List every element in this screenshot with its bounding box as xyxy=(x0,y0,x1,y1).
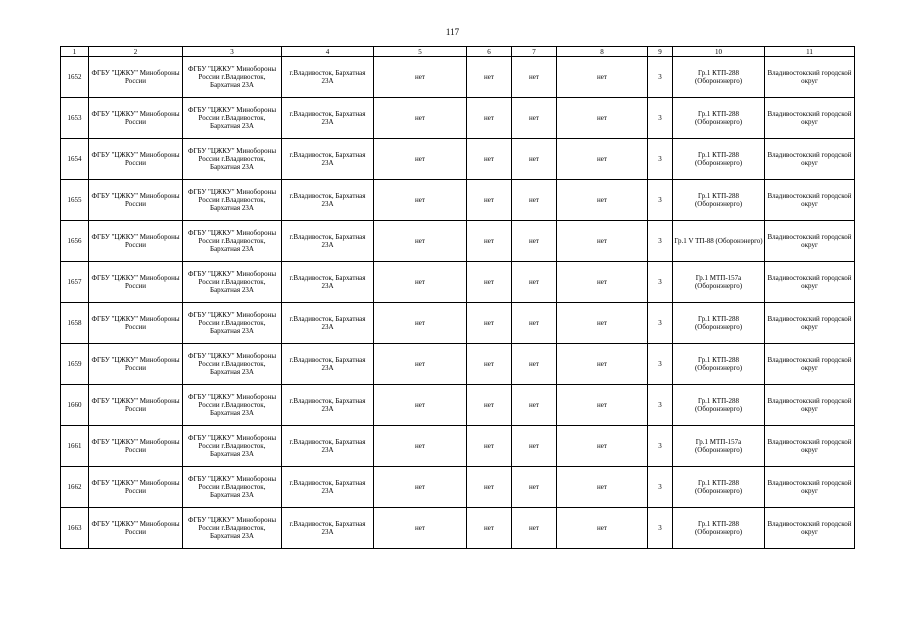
column-9-cell: 3 xyxy=(648,385,673,426)
address-cell: г.Владивосток, Бархатная 23А xyxy=(282,180,374,221)
row-number-cell: 1662 xyxy=(61,467,89,508)
column-header: 7 xyxy=(512,47,557,57)
column-header: 4 xyxy=(282,47,374,57)
table-row xyxy=(61,221,855,262)
column-7-cell: нет xyxy=(512,508,557,549)
table-row xyxy=(61,139,855,180)
organization-cell: ФГБУ "ЦЖКУ" Минобороны России xyxy=(89,303,183,344)
column-9-cell: 3 xyxy=(648,57,673,98)
power-source-cell: Гр.1 КТП-288 (Оборонэнерго) xyxy=(673,344,765,385)
address-cell: г.Владивосток, Бархатная 23А xyxy=(282,344,374,385)
column-header: 1 xyxy=(61,47,89,57)
district-cell: Владивостокский городской округ xyxy=(765,508,855,549)
owner-cell: ФГБУ "ЦЖКУ" Минобороны России г.Владивосток, Бархатная 23А xyxy=(183,467,282,508)
column-6-cell: нет xyxy=(467,426,512,467)
column-6-cell: нет xyxy=(467,385,512,426)
address-cell: г.Владивосток, Бархатная 23А xyxy=(282,57,374,98)
organization-cell: ФГБУ "ЦЖКУ" Минобороны России xyxy=(89,180,183,221)
column-7-cell: нет xyxy=(512,221,557,262)
organization-cell: ФГБУ "ЦЖКУ" Минобороны России xyxy=(89,508,183,549)
district-cell: Владивостокский городской округ xyxy=(765,180,855,221)
column-5-cell: нет xyxy=(374,344,467,385)
column-header: 2 xyxy=(89,47,183,57)
column-5-cell: нет xyxy=(374,221,467,262)
column-8-cell: нет xyxy=(557,344,648,385)
page-number: 117 xyxy=(445,27,460,37)
owner-cell: ФГБУ "ЦЖКУ" Минобороны России г.Владивосток, Бархатная 23А xyxy=(183,344,282,385)
district-cell: Владивостокский городской округ xyxy=(765,344,855,385)
owner-cell: ФГБУ "ЦЖКУ" Минобороны России г.Владивосток, Бархатная 23А xyxy=(183,221,282,262)
column-9-cell: 3 xyxy=(648,262,673,303)
column-7-cell: нет xyxy=(512,426,557,467)
address-cell: г.Владивосток, Бархатная 23А xyxy=(282,98,374,139)
column-5-cell: нет xyxy=(374,426,467,467)
column-8-cell: нет xyxy=(557,303,648,344)
row-number-cell: 1661 xyxy=(61,426,89,467)
column-5-cell: нет xyxy=(374,57,467,98)
organization-cell: ФГБУ "ЦЖКУ" Минобороны России xyxy=(89,221,183,262)
column-9-cell: 3 xyxy=(648,98,673,139)
column-9-cell: 3 xyxy=(648,139,673,180)
table-row xyxy=(61,262,855,303)
column-6-cell: нет xyxy=(467,57,512,98)
owner-cell: ФГБУ "ЦЖКУ" Минобороны России г.Владивосток, Бархатная 23А xyxy=(183,385,282,426)
column-5-cell: нет xyxy=(374,98,467,139)
address-cell: г.Владивосток, Бархатная 23А xyxy=(282,385,374,426)
table-row xyxy=(61,508,855,549)
table-row xyxy=(61,303,855,344)
column-8-cell: нет xyxy=(557,385,648,426)
organization-cell: ФГБУ "ЦЖКУ" Минобороны России xyxy=(89,139,183,180)
organization-cell: ФГБУ "ЦЖКУ" Минобороны России xyxy=(89,262,183,303)
row-number-cell: 1657 xyxy=(61,262,89,303)
district-cell: Владивостокский городской округ xyxy=(765,139,855,180)
column-8-cell: нет xyxy=(557,57,648,98)
owner-cell: ФГБУ "ЦЖКУ" Минобороны России г.Владивосток, Бархатная 23А xyxy=(183,262,282,303)
column-6-cell: нет xyxy=(467,303,512,344)
district-cell: Владивостокский городской округ xyxy=(765,303,855,344)
table-body xyxy=(61,57,855,549)
column-6-cell: нет xyxy=(467,467,512,508)
row-number-cell: 1658 xyxy=(61,303,89,344)
column-7-cell: нет xyxy=(512,303,557,344)
column-8-cell: нет xyxy=(557,426,648,467)
organization-cell: ФГБУ "ЦЖКУ" Минобороны России xyxy=(89,426,183,467)
column-5-cell: нет xyxy=(374,508,467,549)
owner-cell: ФГБУ "ЦЖКУ" Минобороны России г.Владивосток, Бархатная 23А xyxy=(183,426,282,467)
column-7-cell: нет xyxy=(512,180,557,221)
row-number-cell: 1652 xyxy=(61,57,89,98)
power-source-cell: Гр.1 КТП-288 (Оборонэнерго) xyxy=(673,180,765,221)
column-6-cell: нет xyxy=(467,180,512,221)
column-6-cell: нет xyxy=(467,508,512,549)
row-number-cell: 1654 xyxy=(61,139,89,180)
column-5-cell: нет xyxy=(374,139,467,180)
column-header: 9 xyxy=(648,47,673,57)
address-cell: г.Владивосток, Бархатная 23А xyxy=(282,303,374,344)
power-source-cell: Гр.1 КТП-288 (Оборонэнерго) xyxy=(673,303,765,344)
column-9-cell: 3 xyxy=(648,221,673,262)
district-cell: Владивостокский городской округ xyxy=(765,467,855,508)
column-6-cell: нет xyxy=(467,98,512,139)
address-cell: г.Владивосток, Бархатная 23А xyxy=(282,426,374,467)
owner-cell: ФГБУ "ЦЖКУ" Минобороны России г.Владивосток, Бархатная 23А xyxy=(183,303,282,344)
power-source-cell: Гр.1 КТП-288 (Оборонэнерго) xyxy=(673,98,765,139)
column-7-cell: нет xyxy=(512,262,557,303)
row-number-cell: 1656 xyxy=(61,221,89,262)
column-header: 6 xyxy=(467,47,512,57)
column-7-cell: нет xyxy=(512,385,557,426)
power-source-cell: Гр.1 МТП-157а (Оборонэнерго) xyxy=(673,262,765,303)
owner-cell: ФГБУ "ЦЖКУ" Минобороны России г.Владивосток, Бархатная 23А xyxy=(183,98,282,139)
row-number-cell: 1660 xyxy=(61,385,89,426)
address-cell: г.Владивосток, Бархатная 23А xyxy=(282,467,374,508)
column-6-cell: нет xyxy=(467,262,512,303)
table-row xyxy=(61,385,855,426)
column-8-cell: нет xyxy=(557,180,648,221)
column-9-cell: 3 xyxy=(648,467,673,508)
column-5-cell: нет xyxy=(374,467,467,508)
column-header: 8 xyxy=(557,47,648,57)
power-source-cell: Гр.1 КТП-288 (Оборонэнерго) xyxy=(673,57,765,98)
district-cell: Владивостокский городской округ xyxy=(765,98,855,139)
column-8-cell: нет xyxy=(557,221,648,262)
table-row xyxy=(61,57,855,98)
organization-cell: ФГБУ "ЦЖКУ" Минобороны России xyxy=(89,467,183,508)
district-cell: Владивостокский городской округ xyxy=(765,262,855,303)
district-cell: Владивостокский городской округ xyxy=(765,426,855,467)
column-8-cell: нет xyxy=(557,467,648,508)
organization-cell: ФГБУ "ЦЖКУ" Минобороны России xyxy=(89,57,183,98)
district-cell: Владивостокский городской округ xyxy=(765,385,855,426)
organization-cell: ФГБУ "ЦЖКУ" Минобороны России xyxy=(89,344,183,385)
column-7-cell: нет xyxy=(512,467,557,508)
registry-table xyxy=(60,46,855,549)
owner-cell: ФГБУ "ЦЖКУ" Минобороны России г.Владивосток, Бархатная 23А xyxy=(183,180,282,221)
column-9-cell: 3 xyxy=(648,303,673,344)
organization-cell: ФГБУ "ЦЖКУ" Минобороны России xyxy=(89,385,183,426)
district-cell: Владивостокский городской округ xyxy=(765,221,855,262)
column-9-cell: 3 xyxy=(648,180,673,221)
column-7-cell: нет xyxy=(512,57,557,98)
owner-cell: ФГБУ "ЦЖКУ" Минобороны России г.Владивосток, Бархатная 23А xyxy=(183,508,282,549)
column-9-cell: 3 xyxy=(648,508,673,549)
organization-cell: ФГБУ "ЦЖКУ" Минобороны России xyxy=(89,98,183,139)
row-number-cell: 1653 xyxy=(61,98,89,139)
column-5-cell: нет xyxy=(374,180,467,221)
column-7-cell: нет xyxy=(512,139,557,180)
column-6-cell: нет xyxy=(467,221,512,262)
address-cell: г.Владивосток, Бархатная 23А xyxy=(282,508,374,549)
table-header-row xyxy=(61,47,855,57)
column-5-cell: нет xyxy=(374,303,467,344)
table-row xyxy=(61,344,855,385)
column-8-cell: нет xyxy=(557,98,648,139)
column-header: 5 xyxy=(374,47,467,57)
address-cell: г.Владивосток, Бархатная 23А xyxy=(282,221,374,262)
row-number-cell: 1663 xyxy=(61,508,89,549)
owner-cell: ФГБУ "ЦЖКУ" Минобороны России г.Владивосток, Бархатная 23А xyxy=(183,139,282,180)
table-row xyxy=(61,180,855,221)
column-header: 10 xyxy=(673,47,765,57)
column-6-cell: нет xyxy=(467,139,512,180)
address-cell: г.Владивосток, Бархатная 23А xyxy=(282,262,374,303)
table-row xyxy=(61,467,855,508)
column-6-cell: нет xyxy=(467,344,512,385)
column-8-cell: нет xyxy=(557,508,648,549)
power-source-cell: Гр.1 КТП-288 (Оборонэнерго) xyxy=(673,139,765,180)
column-5-cell: нет xyxy=(374,385,467,426)
power-source-cell: Гр.1 КТП-288 (Оборонэнерго) xyxy=(673,508,765,549)
power-source-cell: Гр.1 V ТП-88 (Оборонэнерго) xyxy=(673,221,765,262)
table-row xyxy=(61,426,855,467)
row-number-cell: 1655 xyxy=(61,180,89,221)
column-7-cell: нет xyxy=(512,344,557,385)
power-source-cell: Гр.1 КТП-288 (Оборонэнерго) xyxy=(673,467,765,508)
power-source-cell: Гр.1 КТП-288 (Оборонэнерго) xyxy=(673,385,765,426)
owner-cell: ФГБУ "ЦЖКУ" Минобороны России г.Владивосток, Бархатная 23А xyxy=(183,57,282,98)
district-cell: Владивостокский городской округ xyxy=(765,57,855,98)
column-9-cell: 3 xyxy=(648,344,673,385)
column-header: 11 xyxy=(765,47,855,57)
column-8-cell: нет xyxy=(557,262,648,303)
table-row xyxy=(61,98,855,139)
column-8-cell: нет xyxy=(557,139,648,180)
address-cell: г.Владивосток, Бархатная 23А xyxy=(282,139,374,180)
power-source-cell: Гр.1 МТП-157а (Оборонэнерго) xyxy=(673,426,765,467)
column-7-cell: нет xyxy=(512,98,557,139)
row-number-cell: 1659 xyxy=(61,344,89,385)
column-5-cell: нет xyxy=(374,262,467,303)
column-header: 3 xyxy=(183,47,282,57)
column-9-cell: 3 xyxy=(648,426,673,467)
